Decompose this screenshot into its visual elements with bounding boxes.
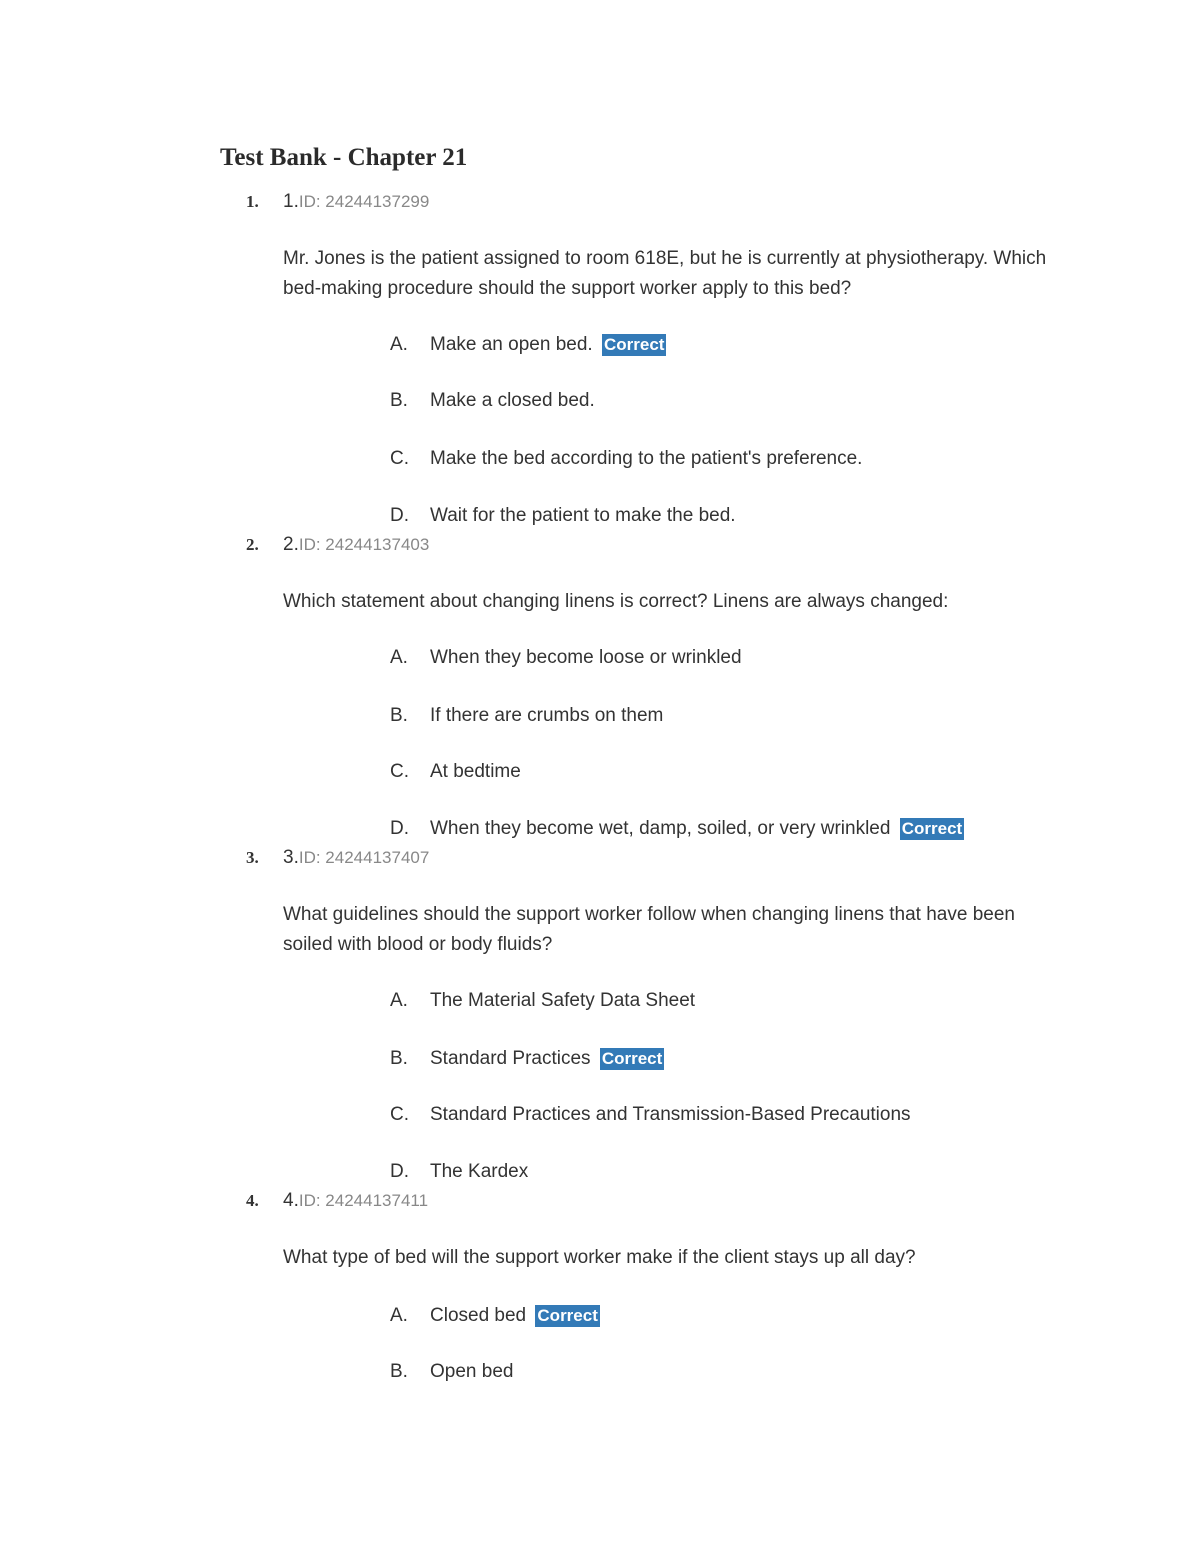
question-header (283, 845, 429, 870)
option-letter: C. (390, 761, 409, 782)
option-text: When they become loose or wrinkled (430, 647, 742, 668)
question-text: Which statement about changing linens is correct? Linens are always changed: (283, 591, 949, 612)
answer-option (430, 815, 964, 843)
question-number: 1. (246, 192, 259, 211)
option-letter: D. (390, 1161, 409, 1182)
question-header (283, 189, 429, 214)
option-text: Make the bed according to the patient's preference. (430, 448, 863, 469)
question-id: ID: 24244137407 (298, 848, 430, 867)
option-letter: D. (390, 818, 409, 839)
question-number: 4. (246, 1191, 259, 1210)
question-label: 2. (283, 534, 299, 555)
question-header (283, 532, 429, 557)
question-number: 3. (246, 848, 259, 867)
option-letter: A. (390, 1305, 408, 1326)
correct-badge: Correct (603, 335, 665, 354)
option-text: Make an open bed. (430, 334, 593, 355)
question-id: ID: 24244137403 (298, 535, 430, 554)
question-label: 3. (283, 847, 299, 868)
question-header (283, 1188, 428, 1213)
option-letter: B. (390, 1361, 408, 1382)
option-letter: A. (390, 647, 408, 668)
option-text: Standard Practices (430, 1048, 591, 1069)
question-id: ID: 24244137411 (298, 1191, 429, 1210)
option-letter: B. (390, 705, 408, 726)
option-text: Closed bed (430, 1305, 527, 1326)
option-text: The Material Safety Data Sheet (430, 990, 696, 1011)
option-letter: C. (390, 448, 409, 469)
option-letter: B. (390, 1048, 408, 1069)
correct-badge: Correct (537, 1306, 598, 1325)
option-text: Standard Practices and Transmission-Based Precautions (430, 1104, 911, 1125)
option-text: Make a closed bed. (430, 390, 595, 411)
option-text: The Kardex (430, 1161, 529, 1182)
question-text: What guidelines should the support worker follow when changing linens that have been soiled with blood or body fluids? (283, 904, 1015, 955)
answer-option (430, 1045, 664, 1073)
correct-badge: Correct (601, 1049, 663, 1068)
question-id: ID: 24244137299 (298, 192, 430, 211)
question-text: Mr. Jones is the patient assigned to room 618E, but he is currently at physiotherapy. Which bed-making procedure should the support worker apply to this bed? (283, 248, 1047, 299)
question-label: 1. (283, 191, 299, 212)
option-text: If there are crumbs on them (430, 705, 664, 726)
question-label: 4. (283, 1190, 299, 1211)
page-title: Test Bank - Chapter 21 (220, 144, 468, 171)
option-letter: D. (390, 505, 409, 526)
correct-badge: Correct (901, 819, 963, 838)
option-letter: A. (390, 334, 408, 355)
answer-option (430, 331, 666, 359)
option-text: Open bed (430, 1361, 514, 1382)
option-text: Wait for the patient to make the bed. (430, 505, 736, 526)
answer-option (430, 1302, 600, 1330)
option-letter: A. (390, 990, 408, 1011)
option-text: When they become wet, damp, soiled, or very wrinkled (430, 818, 891, 839)
question-number: 2. (246, 535, 259, 554)
option-text: At bedtime (430, 761, 521, 782)
option-letter: B. (390, 390, 408, 411)
question-text: What type of bed will the support worker make if the client stays up all day? (283, 1247, 916, 1268)
option-letter: C. (390, 1104, 409, 1125)
